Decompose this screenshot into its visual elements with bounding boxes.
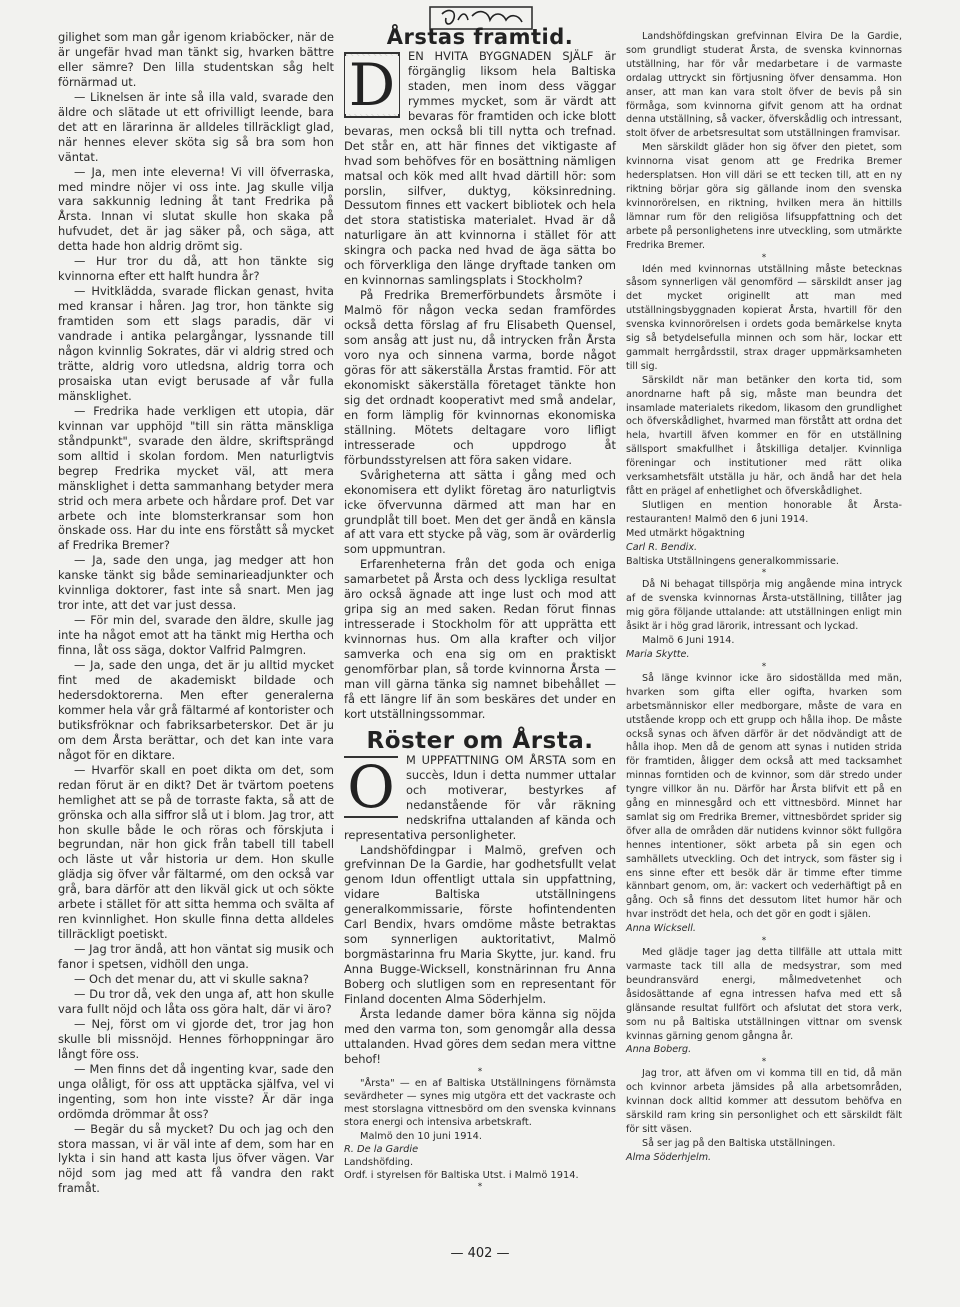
decorative-initial: D (344, 52, 400, 118)
paragraph: EN HVITA BYGGNADEN SJÄLF är förgänglig liksom hela Baltiska staden, men inom dess väggar rymmes mycket, som är värdt att bevaras för framtiden och icke blott bevaras, men också bli till nytta och trefnad. Det står en, att här finnes det viktigaste af hvad som behöfves för en bosättning nämligen matsal och kök med allt hvad därtill hör: som porslin, silfver, duktyg, köksinredning. Dessutom finnes ett vackert bibliotek och hela det stora statistiska materialet. Hvad är då naturligare än att kvinnorna i stället för att skingra och packa ned hvad de äga sätta bo och förverkliga den länge dryftade tanken om en kvinnornas samlingsplats i Stockholm? (344, 48, 616, 288)
article-title-roster-om-arsta: Röster om Årsta. (366, 727, 594, 754)
signature: Anna Wicksell. (626, 923, 696, 935)
page-number: — 402 — (450, 1246, 510, 1261)
paragraph: Landshöfdingskan grefvinnan Elvira De la Gardie, som grundligt studerat Årsta, de svenska kvinnornas utställning, har för vår medarbetare i de varmaste ordalag uttryckt sin förtjusning öfver densamma. Hon anser, att man kan vara stolt öfver de bevis på sin förmåga, som kvinnorna gifvit genom att ha ordnat denna utställning, så vacker, öfverskådlig och intressant, stolt öfver de arbetsresultat som utställningen framvisar. (626, 31, 902, 140)
article-title-arstas-framtid: Årstas framtid. (386, 25, 574, 49)
signature-role: Baltiska Utställningens generalkommissarie. (626, 555, 839, 567)
paragraph: — Liknelsen är inte så illa vald, svarade den äldre och slätade ut ett ofrivilligt leende, bara det att en lärarinna är alldeles tillräckligt glad, när hennes elever sköta sig så bra som hon väntat. (58, 89, 334, 164)
signature: R. De la Gardie (344, 1143, 419, 1155)
closing: Med utmärkt högaktning (626, 527, 745, 539)
paragraph: Erfarenheterna från det goda och eniga samarbetet på Årsta och dess lyckliga resultat äro också ägnade att inge lust och mod att gripa sig an med saken. Redan förut finnas intresserade i Stockholm för att upprätta ett kvinnornas hus. Om alla krafter och viljor samverka och ena sig om en praktiskt genomförbar plan, så torde kvinnorna Årsta — man vill gärna tänka sig namnet bibehållet — få ett längre lif än som beskäres det under en kort utställningssommar. (344, 557, 616, 721)
paragraph: — Hvarför skall en poet dikta om det, som redan förut är en dikt? Det är tvärtom poetens hemlighet att se på de torraste fakta, så att de grönska och alla siffror slå ut i blom. Jag tror, att hon skulle både le och röras och förskjuta i begrundan, när hon gick från tabell till tabell och läste ut vår historia ur dem. Hon skulle glädja sig öfver vår fältarmé, om den också var grå, bara därför att den likväl gick ut och sökte arbete i stället för att sitta hemma och svälta af ren kvinnlighet. Hon skulle finna detta alldeles tillräckligt poetiskt. (58, 762, 334, 942)
paragraph: M UPPFATTNING OM ÅRSTA som en succès, Idun i detta nummer uttalar och motiverar, bestyrkes af nedanstående för vår räkning nedskrifna uttalanden af kända och representativa personligheter. (344, 752, 616, 842)
left-column (58, 30, 334, 1196)
paragraph: Men särskildt gläder hon sig öfver den pietet, som kvinnorna visat genom att ge Fredrika Bremer hedersplatsen. Hon vill däri se ett tecken till, att en ny riktning börjar göra sig gällande inom den svenska kvinnorörelsen, en riktning, hvilken mera än hittills lämnar rum för den religiösa lifsuppfattning och det arbete på personlighetens inre utveckling, som utmärkte Fredrika Bremer. (626, 142, 902, 251)
paragraph: — Fredrika hade verkligen ett utopia, där kvinnan var upphöjd "till sin rätta mänskliga ståndpunkt", svarade den äldre, skriftsprängd som alltid i skolan fordom. Men naturligtvis begrep Fredrika mycket väl, att mera mänsklighet i detta sammanhang betyder mera strid och mera arbete och hårdare prof. Det var arbete och inte blomsterkransar som hon önskade oss. Har du inte ens förstått så mycket af Fredrika Bremer? (58, 403, 334, 553)
paragraph: — Nej, först om vi gjorde det, tror jag hon skulle bli missnöjd. Hennes förhoppningar äro långt före oss. (58, 1016, 334, 1061)
paragraph: På Fredrika Bremerförbundets årsmöte i Malmö för någon vecka sedan framfördes också detta förslag af fru Elisabeth Quensel, som ansåg att just nu, då intrycken från Årsta voro nya och sinnena varma, borde något göras för att säkerställa Årstas framtid. För att ekonomiskt säkerställa företaget tänkte hon sig det ordnadt kooperativt med små andelar, en form lämplig för kvinnornas ekonomiska ställning. Mötets deltagare voro lifligt intresserade och uppdrogo åt förbundsstyrelsen att föra saken vidare. (344, 288, 616, 467)
paragraph: gilighet som man går igenom kriaböcker, när de är ungefär hvad man tänkt sig, hvarken bättre eller sämre? Den lilla studentskan såg helt förnärmad ut. (58, 30, 334, 89)
middle-column: Årstas framtid. D EN HVITA BYGGNADEN SJÄLF är förgänglig liksom hela Baltiska staden, men inom dess väggar rymmes mycket, som är värdt att bevaras för framtiden och icke blott bevaras, men också bli till nytta och trefnad. Det står en, att här finnes det viktigaste af hvad som behöfves för en bosättning nämligen matsal och kök med allt hvad därtill hör: som porslin, silfver, duktyg, köksinredning. Dessutom finnes ett vackert bibliotek och hela det stora statistiska materialet. Hvad är då naturligare än att kvinnorna i stället för att skingra och packa ned hvad de äga sätta bo och förverkliga den länge dryftade tanken om en kvinnornas samlingsplats i Stockholm? På Fredrika Bremerförbundets årsmöte i Malmö för någon vecka sedan framfördes också detta förslag af fru Elisabeth Quensel, som ansåg att just nu, då intrycken från Årsta voro nya och sinnena varma, borde något göras för att säkerställa Årstas framtid. För att ekonomiskt säkerställa företaget tänkte hon sig det ordnadt kooperativt med små andelar, en form lämplig för kvinnornas ekonomiska ställning. Mötets deltagare voro lifligt intresserade och uppdrogo åt förbundsstyrelsen att föra saken vidare. Svårigheterna att sätta i gång med och ekonomisera ett dylikt företag äro naturligtvis icke öfvervunna därmed att man har en grundplåt till boet. Men det ger ändå en känsla af att vara ett stycke på väg, som är ovärderlig som uppmuntran. Erfarenheterna från det goda och eniga samarbetet på Årsta och dess lyckliga resultat äro också ägnade att inge lust och mod att gripa sig an med saken. Redan förut finnas intresserade i Stockholm för att upprätta ett kvinnornas hus. Om alla krafter och viljor samverka och ena sig om en praktiskt genomförbar plan, så torde kvinnorna Årsta — man vill gärna tänka sig namnet bibehållet — få ett längre lif än som beskäres det under en kort utställningssommar. Röster om Årsta. O M UPPFATTNING OM ÅRSTA som en succès, Idun i detta nummer uttalar och motiverar, bestyrkes af nedanstående för vår räkning nedskrifna uttalanden af kända och representativa personligheter. Landshöfdingpar i Malmö, grefven och grefvinnan De la Gardie, har godhetsfullt velat genom Idun offentligt uttala sin uppfattning, vidare Baltiska utställningens generalkommissarie, förste hofintendenten Carl Bendix, hvars omdöme måste betraktas som synnerligen auktoritativt, Malmö borgmästarinna fru Maria Skytte, jur. kand. fru Anna Bugge-Wicksell, konstnärinnan fru Anna Boberg och slutligen som en representant för Finland docenten Alma Söderhjelm. Årsta ledande damer böra känna sig nöjda med den varma ton, som genomgår alla dessa uttalanden. Hvad göres dem sedan mera vittne behof! * "Årsta" — en af Baltiska Utställningens förnämsta sevärdheter — synes mig utgöra ett det vackraste och mest storslagna vittnesbörd om den svenska kvinnans stora energi och intensiva arbetskraft. Malmö den 10 juni 1914. R. De la Gardie Landshöfding. Ordf. i styrelsen för Baltiska Utst. i Malmö 1914. * (344, 25, 616, 1193)
paragraph: Idén med kvinnornas utställning måste betecknas såsom synnerligen väl genomförd — särskildt anser jag det mycket originellt att man med utställningsbyggnaden kopierat Årsta, hvartill för den svenska kvinnorörelsen i ordets goda bemärkelse knyta sig så betydelsefulla minnen och som här, lockar ett gammalt herrgårdsstil, strax drager uppmärksamheten till sig. (626, 263, 902, 372)
paragraph: Landshöfdingpar i Malmö, grefven och grefvinnan De la Gardie, har godhetsfullt velat genom Idun offentligt uttala sin uppfattning, vidare Baltiska utställningens generalkommissarie, förste hofintendenten Carl Bendix, hvars omdöme måste betraktas som synnerligen auktoritativt, Malmö borgmästarinna fru Maria Skytte, jur. kand. fru Anna Bugge-Wicksell, konstnärinnan fru Anna Boberg och slutligen som en representant för Finland docenten Alma Söderhjelm. (344, 842, 616, 1007)
paragraph: — Ja, sade den unga, jag medger att hon kanske tänkt sig både seminarieadjunkter och kvinnliga doktorer, fast inte så snart. Men jag tror inte, att det var just dessa. (58, 553, 334, 613)
paragraph: Så länge kvinnor icke äro sidoställda med män, hvarken som gifta eller ogifta, hvarken som arbetsmänniskor eller medborgare, måste de vara en utstående kropp och ett grupp och hålla ihop. De måste också synas och äfven därför är det nödvändigt att de hålla ihop. Men då de genom att synas i nutiden strida för framtiden, åligger dem också att med tacksamhet minnas forntiden och de kvinnor, som där stredo under tyngre villkor än nu. Därför har Årsta blifvit ett på en gång en minnesgård och ett vittnesbörd. Minnet har samlat sig om Fredrika Bremer, vittnesbördet sprider sig öfver alla de områden där nutidens kvinnor sökt fullgöra hennes intentioner, sökt arbeta på sin egen och samhällets utveckling. Och det intryck, som fäster sig i ens sinne efter ett besök där är timme efter timme kännbart genom, om, är: vackert och vederhäftigt på en gång. Och så finns det dessutom litet humor här och hvar inströdt det hela, och det gör en godt i själen. (626, 672, 902, 921)
paragraph: Så ser jag på den Baltiska utställningen. (642, 1137, 836, 1149)
paragraph: — Du tror då, vek den unga af, att hon skulle vara fullt nöjd och låta oss göra halt, där vi äro? (58, 987, 334, 1016)
paragraph: Då Ni behagat tillspörja mig angående mina intryck af de svenska kvinnornas Årsta-utställning, tillåter jag mig göra följande uttalande: att utställningen enligt min åsikt är i hög grad lärorik, intressant och lyckad. (626, 579, 902, 633)
paragraph: — Begär du så mycket? Du och jag och den stora massan, vi är väl inte af dem, som har en lykta i sin hand att kasta ljus öfver vägen. Var nöjd som jag med att få vandra den rakt framåt. (58, 1121, 334, 1196)
paragraph: Årsta ledande damer böra känna sig nöjda med den varma ton, som genomgår alla dessa uttalanden. Hvad göres dem sedan mera vittne behof! (344, 1007, 616, 1066)
statement: "Årsta" — en af Baltiska Utställningens förnämsta sevärdheter — synes mig utgöra ett det vackraste och mest storslagna vittnesbörd om den svenska kvinnans stora energi och intensiva arbetskraft. (344, 1077, 616, 1129)
signature: Maria Skytte. (626, 648, 690, 660)
date-line: Malmö den 10 juni 1914. (360, 1130, 483, 1142)
right-column: Landshöfdingskan grefvinnan Elvira De la Gardie, som grundligt studerat Årsta, de svenska kvinnornas utställning, har för vår medarbetare i de varmaste ordalag uttryckt sin förtjusning öfver densamma. Hon anser, att man kan vara stolt öfver de bevis på sin förmåga, som kvinnorna gifvit genom att ha ordnat denna utställning, så vacker, öfverskådlig och intressant, stolt öfver de arbetsresultat som utställningen framvisar. Men särskildt gläder hon sig öfver den pietet, som kvinnorna visat genom att ge Fredrika Bremer hedersplatsen. Hon vill däri se ett tecken till, att en ny riktning börjar göra sig gällande inom den svenska kvinnorörelsen, en riktning, hvilken mera än hittills lämnar rum för den religiösa lifsuppfattning och det arbete på personlighetens inre utveckling, som utmärkte Fredrika Bremer. * Idén med kvinnornas utställning måste betecknas såsom synnerligen väl genomförd — särskildt anser jag det mycket originellt att man med utställningsbyggnaden kopierat Årsta, hvartill för den svenska kvinnorörelsen i ordets goda bemärkelse knyta sig så betydelsefulla minnen och som här, lockar ett gammalt herrgårdsstil, strax drager uppmärksamheten till sig. Särskildt när man betänker den korta tid, som anordnarne haft på sig, måste man beundra det insamlade materialets rikedom, likasom den grundlighet och öfverskådlighet, hvarmed man förstått att ordna det hela, hvartill äfven kommer en för en utställning sällsport smakfullhet i åtskilliga detaljer. Kvinnliga föreningar och institutioner med rätt olika verksamhetsfält utställa ju här, och ändå har det hela fått en prägel af enhetlighet och öfverskådlighet. Slutligen en mention honorable åt Årsta-restauranten! Malmö den 6 juni 1914. Med utmärkt högaktning Carl R. Bendix. Baltiska Utställningens generalkommissarie. * Då Ni behagat tillspörja mig angående mina intryck af de svenska kvinnornas Årsta-utställning, tillåter jag mig göra följande uttalande: att utställningen enligt min åsikt är i hög grad lärorik, intressant och lyckad. Malmö 6 Juni 1914. Maria Skytte. * Så länge kvinnor icke äro sidoställda med män, hvarken som gifta eller ogifta, hvarken som arbetsmänniskor eller medborgare, måste de vara en utstående kropp och ett grupp och hålla ihop. De måste också synas och äfven därför är det nödvändigt att de hålla ihop. Men då de genom att synas i nutiden strida för framtiden, åligger dem också att med tacksamhet minnas forntiden och de kvinnor, som där stredo under tyngre villkor än nu. Därför har Årsta blifvit ett på en gång en minnesgård och ett vittnesbörd. Minnet har samlat sig om Fredrika Bremer, vittnesbördet sprider sig öfver alla de områden där nutidens kvinnor sökt fullgöra hennes intentioner, sökt arbeta på sin egen och samhällets utveckling. Och det intryck, som fäster sig i ens sinne efter ett besök där är timme efter timme kännbart genom, om, är: vackert och vederhäftigt på en gång. Och så finns det dessutom litet humor här och hvar inströdt det hela, och det gör en godt i själen. Anna Wicksell. * Med glädje tager jag detta tillfälle att uttala mitt varmaste tack till alla de medsystrar, som med beundransvärd energi, målmedvetenhet och åsidosättande af egna intressen hafva med ett så glänsande resultat fullfört och afslutat det stora verk, som nu på Baltiska utställningen vittnar om svensk kvinnas gärning genom gångna år. Anna Boberg. * Jag tror, att äfven om vi komma till en tid, då män och kvinnor arbeta jämsides på alla arbetsområden, kvinnan dock alltid kommer att dessutom behöfva en särskild ram kring sin personlighet och ett särskildt fält för sitt väsen. Så ser jag på den Baltiska utställningen. Alma Söderhjelm. (626, 31, 902, 1163)
paragraph: — Men finns det då ingenting kvar, sade den unga olåligt, för oss att upptäcka själfva, vel vi ingenting, som hon inte visste? Är där inga ordömda drömmar åt oss? (58, 1061, 334, 1121)
paragraph: — Ja, sade den unga, det är ju alltid mycket fint med de akademiskt bildade och hedersdoktorerna. Men efter generalerna kommer hela vår grå fältarmé af kontorister och butiksfröknar och fabriksarbeterskor. Det är ju om dem Årsta berättar, och det kan inte vara något för en diktare. (58, 658, 334, 762)
paragraph: — Och det menar du, att vi skulle sakna? (74, 972, 309, 987)
signature: Carl R. Bendix. (626, 541, 698, 553)
decorative-initial: O (344, 756, 398, 818)
signature: Alma Söderhjelm. (626, 1151, 712, 1163)
paragraph: — Ja, men inte eleverna! Vi vill öfverraska, med mindre nöjer vi oss inte. Jag skulle vilja vara sakkunnig ledning åt tant Fredrika på Årsta. Innan vi slutat skulle hon skaka på hufvudet, det är jag säker på, och säga, att detta hade hon aldrig drömt sig. (58, 164, 334, 254)
paragraph: Särskildt när man betänker den korta tid, som anordnarne haft på sig, måste man beundra det insamlade materialets rikedom, likasom den grundlighet och öfverskådlighet, hvarmed man förstått att ordna det hela, hvartill äfven kommer en för en utställning sällsport smakfullhet i åtskilliga detaljer. Kvinnliga föreningar och institutioner med rätt olika verksamhetsfält utställa ju här, och ändå har det hela fått en prägel af enhetlighet och öfverskådlighet. (626, 374, 902, 497)
paragraph: Jag tror, att äfven om vi komma till en tid, då män och kvinnor arbeta jämsides på alla arbetsområden, kvinnan dock alltid kommer att dessutom behöfva en särskild ram kring sin personlighet och ett särskildt fält för sitt väsen. (626, 1068, 902, 1135)
paragraph: — Jag tror ändå, att hon väntat sig musik och fanor i spetsen, vidhöll den unga. (58, 942, 334, 972)
paragraph: Slutligen en mention honorable åt Årsta-restauranten! Malmö den 6 juni 1914. (626, 499, 902, 525)
signature-role: Ordf. i styrelsen för Baltiska Utst. i Malmö 1914. (344, 1170, 579, 1182)
signature-title: Landshöfding. (344, 1157, 414, 1169)
paragraph: Svårigheterna att sätta i gång med och ekonomisera ett dylikt företag äro naturligtvis icke öfvervunna därmed att man har en grundplåt till boet. Men det ger ändå en känsla af att vara ett stycke på väg, som är ovärderlig som uppmuntran. (344, 467, 616, 557)
date-line: Malmö 6 Juni 1914. (642, 635, 735, 647)
paragraph: — För min del, svarade den äldre, skulle jag inte ha något emot att ha tänkt mig Hertha och finna, låt oss säga, doktor Valfrid Palmgren. (58, 613, 334, 658)
paragraph: — Hvitklädda, svarade flickan genast, hvita med kransar i håren. Jag tror, hon tänkte sig framtiden som ett slags paradis, där vi vandrade i antika pelargångar, lyssnande till någon kvinnlig Sokrates, där vi aldrig stred och trätte, aldrig voro utledsna, aldrig torra och prosaiska utan evigt berusade af vår fulla mänsklighet. (58, 284, 334, 403)
paragraph: Med glädje tager jag detta tillfälle att uttala mitt varmaste tack till alla de medsystrar, som med beundransvärd energi, målmedvetenhet och åsidosättande af egna intressen hafva med ett så glänsande resultat fullfört och afslutat det stora verk, som nu på Baltiska utställningen vittnar om svensk kvinnas gärning genom gångna år. (626, 947, 902, 1042)
signature: Anna Boberg. (626, 1044, 692, 1056)
paragraph: — Hur tror du då, att hon tänkte sig kvinnorna efter ett halft hundra år? (58, 254, 334, 284)
